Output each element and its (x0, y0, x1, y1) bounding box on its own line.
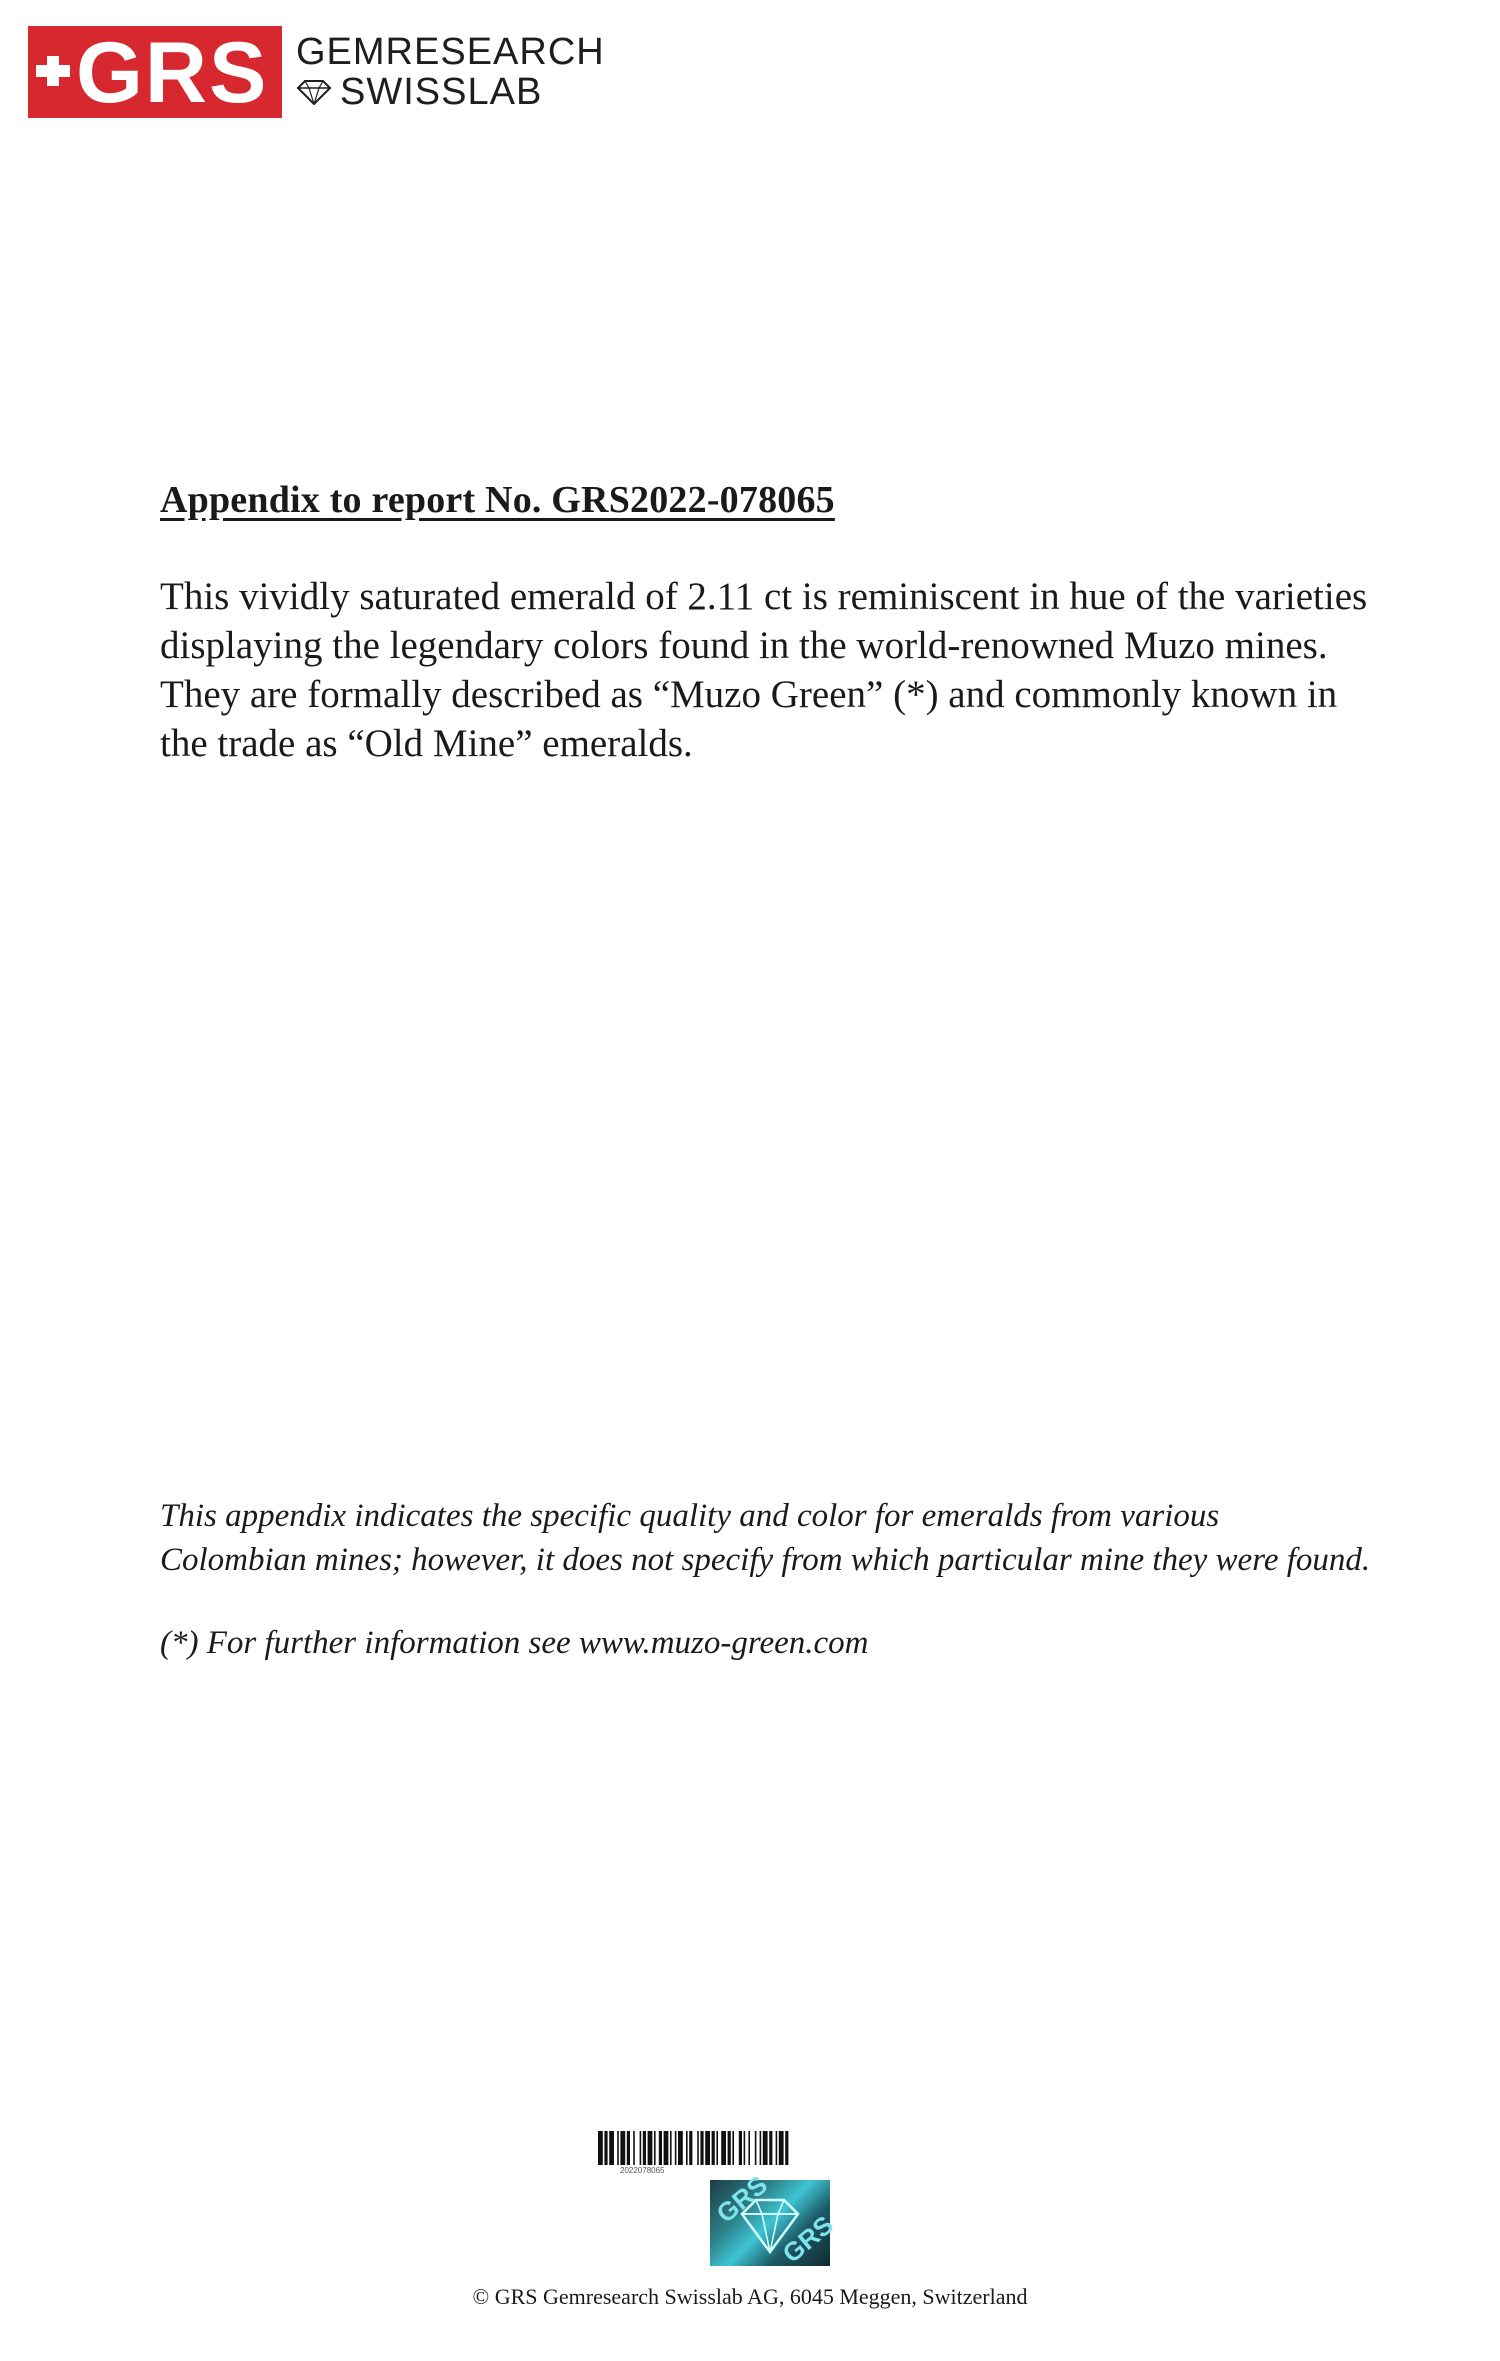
logo-red-block (28, 25, 282, 121)
logo-line-swisslab: SWISSLAB (340, 71, 543, 113)
paragraph-line: This vividly saturated emerald of 2.11 ct is reminiscent in hue of the varieties (160, 575, 1368, 618)
logo-mark: GRS (76, 25, 269, 121)
logo-wordmark (296, 32, 605, 112)
note-line: Colombian mines; however, it does not specify from which particular mine they were found. (160, 1542, 1371, 1578)
disclaimer-note (160, 1494, 1480, 1665)
footer-copyright: © GRS Gemresearch Swisslab AG, 6045 Meggen, Switzerland (472, 2284, 1028, 2309)
footnote-link-text: (*) For further information see www.muzo-green.com (160, 1625, 869, 1661)
barcode-number: 2022078065 (620, 2166, 665, 2175)
grs-logo (28, 25, 605, 121)
barcode (598, 2131, 954, 2165)
appendix-paragraph (160, 572, 1460, 768)
paragraph-line: They are formally described as “Muzo Green” (*) and commonly known in (160, 673, 1338, 716)
logo-line-gemresearch: GEMRESEARCH (296, 31, 605, 73)
note-line: This appendix indicates the specific quality and color for emeralds from various (160, 1498, 1220, 1534)
appendix-title: Appendix to report No. GRS2022-078065 (160, 479, 835, 521)
swiss-cross-icon (36, 56, 70, 86)
paragraph-line: displaying the legendary colors found in the world-renowned Muzo mines. (160, 624, 1328, 667)
diamond-icon (296, 79, 332, 105)
paragraph-line: the trade as “Old Mine” emeralds. (160, 722, 693, 765)
hologram-text: GRS (776, 2209, 840, 2269)
hologram-text: GRS (710, 2169, 774, 2229)
hologram-seal (710, 2169, 840, 2269)
